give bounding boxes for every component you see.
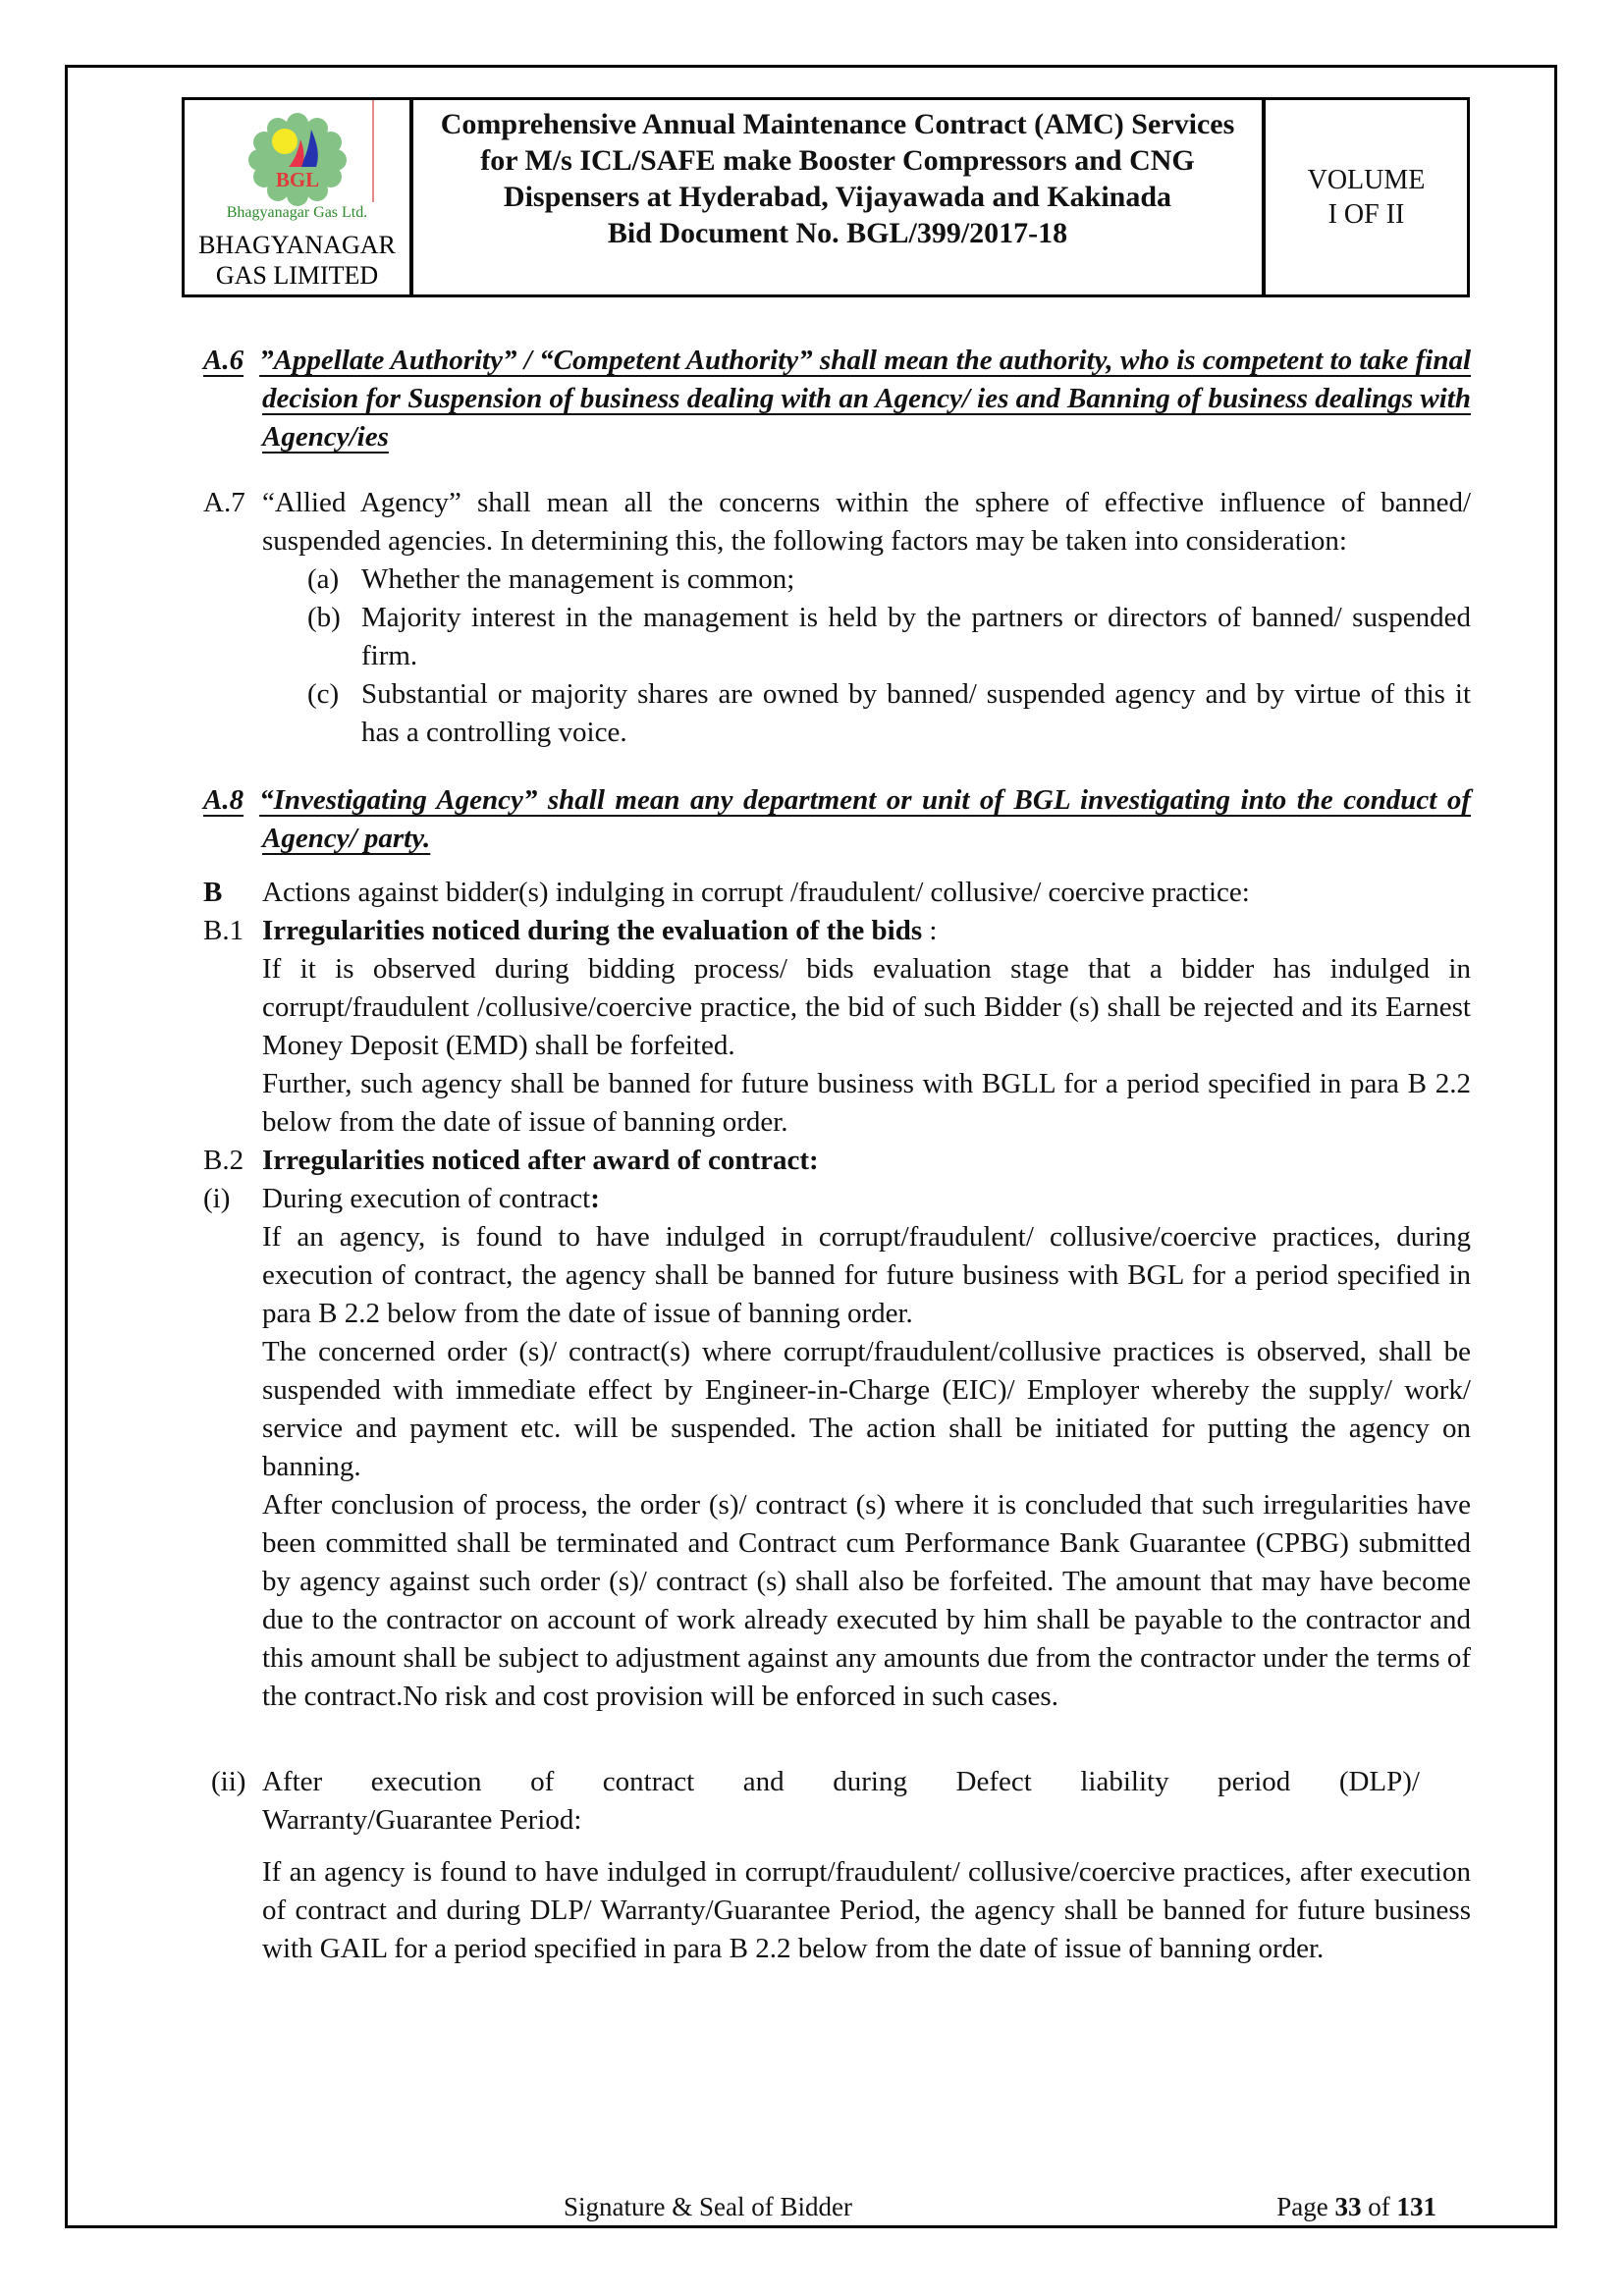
clause-i-heading	[203, 1180, 1471, 1218]
volume-cell	[1264, 97, 1470, 297]
logo-red-line	[372, 100, 374, 202]
bid-document-number: Bid Document No. BGL/399/2017-18	[607, 217, 1068, 249]
item-b-label: (b)	[307, 602, 341, 633]
clause-b2-title: Irregularities noticed after award of contract:	[262, 1145, 819, 1176]
page-footer	[68, 2189, 1554, 2224]
clause-a7-item-c	[307, 675, 1471, 752]
clause-a7-label: A.7	[203, 487, 245, 518]
title-cell	[411, 97, 1264, 297]
document-body	[68, 302, 1554, 1968]
volume-line2: I OF II	[1327, 199, 1405, 230]
clause-i-title: During execution of contract	[262, 1183, 591, 1214]
clause-b-label: B	[203, 877, 223, 908]
item-a-text: Whether the management is common;	[361, 563, 795, 595]
clause-ii-heading	[211, 1763, 1471, 1840]
clause-b1-para2: Further, such agency shall be banned for future business with BGLL for a period specified in para B 2.2 below from the date of issue of banning order.	[262, 1068, 1471, 1138]
clause-ii-title-line2: Warranty/Guarantee Period:	[262, 1804, 582, 1836]
clause-i-para3: After conclusion of process, the order (s)/ contract (s) where it is concluded that such irregularities have been committed shall be terminated and Contract cum Performance Bank Guarantee (CPBG) submitted by agency against such order (s)/ contract (s) shall also be forfeited. The amount that may have become due to the contractor on account of work already executed by him shall be payable to the contractor and this amount shall be subject to adjustment against any amounts due from the contractor under the terms of the contract.No risk and cost provision will be enforced in such cases.	[262, 1489, 1471, 1712]
clause-ii-para: If an agency is found to have indulged in corrupt/fraudulent/ collusive/coercive practices, after execution of contract and during DLP/ Warranty/Guarantee Period, the agency shall be banned for future business with GAIL for a period specified in para B 2.2 below from the date of issue of banning order.	[262, 1856, 1471, 1964]
clause-a7-text: “Allied Agency” shall mean all the concerns within the sphere of effective influence of banned/ suspended agencies. In determining this, the following factors may be taken into consideration:	[262, 487, 1471, 557]
bgl-logo-icon	[238, 106, 357, 208]
item-a-label: (a)	[307, 563, 340, 595]
clause-b	[203, 874, 1471, 912]
clause-a8-label: A.8	[203, 784, 244, 816]
volume-line1: VOLUME	[1307, 165, 1426, 195]
clause-a7	[203, 484, 1471, 561]
clause-i-colon: :	[590, 1183, 600, 1214]
page-prefix: Page	[1276, 2192, 1335, 2221]
item-b-text: Majority interest in the management is held by the partners or directors of banned/ suspended firm.	[361, 602, 1471, 671]
clause-b-text: Actions against bidder(s) indulging in corrupt /fraudulent/ collusive/ coercive practice:	[262, 877, 1250, 908]
clause-a8	[203, 781, 1471, 858]
page-number	[1276, 2189, 1436, 2224]
clause-b2-label: B.2	[203, 1145, 244, 1176]
logo-sun	[272, 129, 298, 154]
header-table	[182, 97, 1470, 297]
clause-ii-label: (ii)	[211, 1766, 246, 1797]
logo-cell	[182, 97, 411, 297]
clause-a6	[203, 342, 1471, 456]
clause-b1-heading	[203, 912, 1471, 950]
clause-a6-label: A.6	[203, 345, 244, 376]
clause-b1-title: Irregularities noticed during the evaluation of the bids	[262, 915, 923, 946]
logo-caption: Bhagyanagar Gas Ltd.	[226, 204, 368, 221]
clause-b1-para1: If it is observed during bidding process/ bids evaluation stage that a bidder has indulged in corrupt/fraudulent /collusive/coercive practice, the bid of such Bidder (s) shall be rejected and its Earnest Money Deposit (EMD) shall be forfeited.	[262, 953, 1471, 1061]
page-border	[65, 65, 1557, 2228]
logo-acronym: BGL	[275, 168, 319, 191]
item-c-label: (c)	[307, 678, 340, 710]
page-current: 33	[1334, 2192, 1362, 2221]
clause-b1-label: B.1	[203, 915, 244, 946]
document-title: Comprehensive Annual Maintenance Contract (AMC) Services for M/s ICL/SAFE make Booster Compressors and CNG Dispensers at Hyderabad, Vijayawada and Kakinada	[440, 108, 1235, 213]
clause-i-para2: The concerned order (s)/ contract(s) where corrupt/fraudulent/collusive practices is observed, shall be suspended with immediate effect by Engineer-in-Charge (EIC)/ Employer whereby the supply/ work/ service and payment etc. will be suspended. The action shall be initiated for putting the agency on banning.	[262, 1336, 1471, 1482]
clause-ii-title-line1: After execution of contract and during Defect liability period (DLP)/	[262, 1766, 1420, 1797]
clause-i-label: (i)	[203, 1183, 231, 1214]
page-of: of	[1361, 2192, 1397, 2221]
item-c-text: Substantial or majority shares are owned by banned/ suspended agency and by virtue of this it has a controlling voice.	[361, 678, 1471, 748]
signature-seal-text: Signature & Seal of Bidder	[564, 2192, 852, 2221]
page-total: 131	[1396, 2192, 1436, 2221]
clause-a7-item-a	[307, 561, 1471, 599]
clause-a7-item-b	[307, 599, 1471, 675]
clause-a6-text: ”Appellate Authority” / “Competent Authority” shall mean the authority, who is competent to take final decision for Suspension of business dealing with an Agency/ ies and Banning of business dealings with Agency/ies	[259, 345, 1471, 453]
company-name: BHAGYANAGAR GAS LIMITED	[198, 231, 396, 290]
clause-i-para1: If an agency, is found to have indulged in corrupt/fraudulent/ collusive/coercive practices, during execution of contract, the agency shall be banned for future business with BGL for a period specified in para B 2.2 below from the date of issue of banning order.	[262, 1221, 1471, 1329]
clause-b2-heading	[203, 1142, 1471, 1180]
clause-a8-text: “Investigating Agency” shall mean any department or unit of BGL investigating into the conduct of Agency/ party.	[259, 784, 1471, 854]
clause-b1-colon: :	[922, 915, 938, 946]
